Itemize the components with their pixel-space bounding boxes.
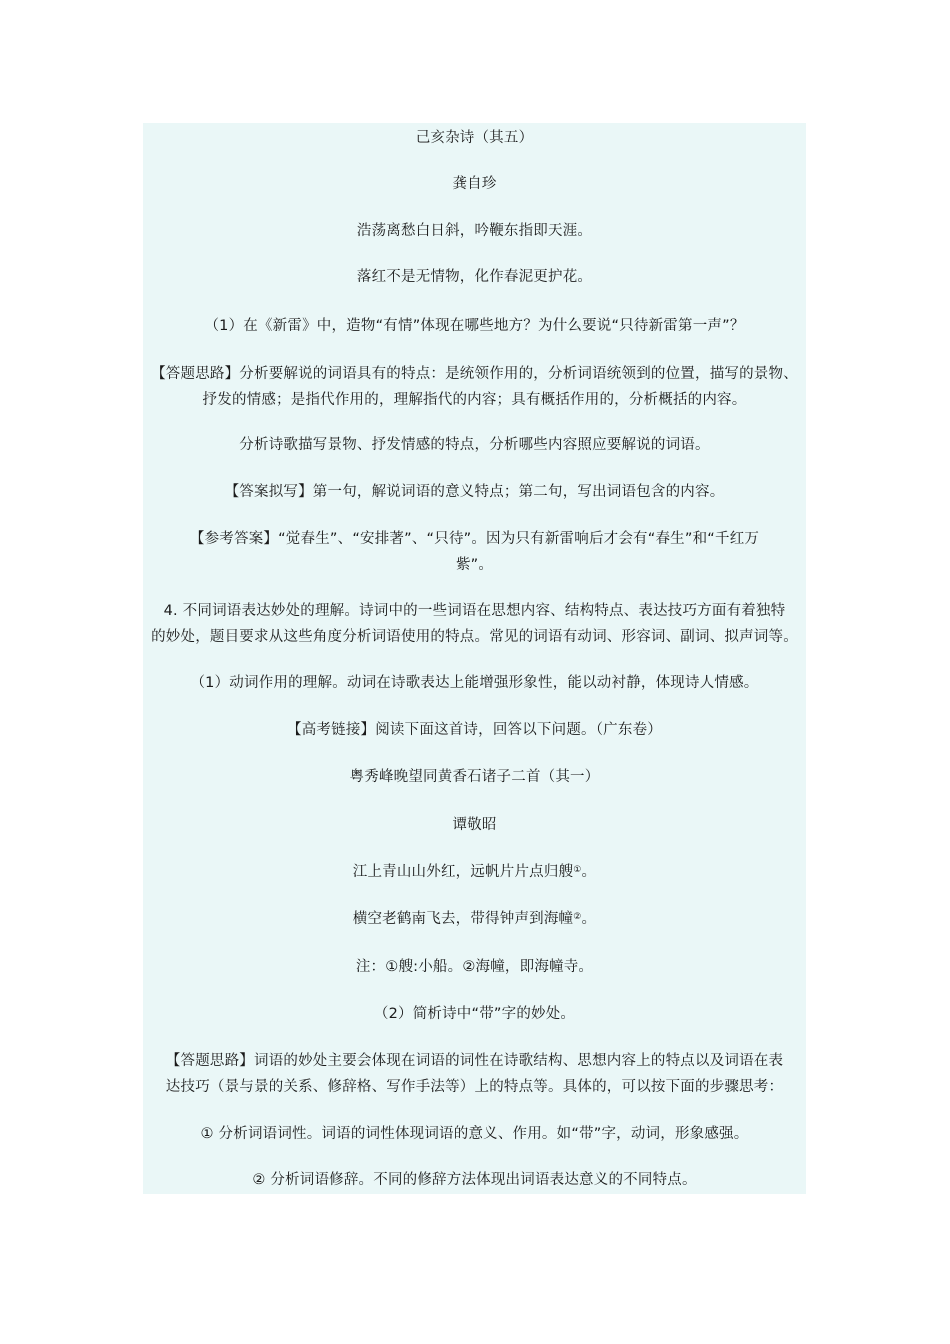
exam-link-line: 【高考链接】阅读下面这首诗，回答以下问题。（广东卷） <box>287 722 662 738</box>
idea-paragraph-1-row2: 抒发的情感；是指代作用的，理解指代的内容；具有概括作用的，分析概括的内容。 <box>202 392 747 408</box>
poem1-line2: 落红不是无情物，化作春泥更护花。 <box>356 269 593 285</box>
poem2-line1-text: 江上青山山外红，远帆片片点归艘 <box>352 864 574 880</box>
poem2-line2-text: 横空老鹤南飞去，带得钟声到海幢 <box>352 911 574 927</box>
section-4-row1: 4. 不同词语表达妙处的理解。诗词中的一些词语在思想内容、结构特点、表达技巧方面有着独特 <box>163 603 786 619</box>
question-1: （1）在《新雷》中，造物“有情”体现在哪些地方？为什么要说“只待新雷第一声”？ <box>204 318 745 334</box>
poem2-line1-end: 。 <box>581 864 597 880</box>
idea-paragraph-2-row1: 【答题思路】词语的妙处主要会体现在词语的词性在诗歌结构、思想内容上的特点以及词语在表 <box>165 1053 784 1069</box>
poem2-author: 谭敬昭 <box>452 817 497 833</box>
reference-answer-row2: 紫”。 <box>455 557 494 573</box>
poem2-line1 <box>143 859 806 885</box>
poem2-notes: 注：①艘:小船。②海幢，即海幢寺。 <box>355 959 594 975</box>
footnote-marker-2: ② <box>573 912 582 922</box>
verb-understanding-line: （1）动词作用的理解。动词在诗歌表达上能增强形象性，能以动衬静，体现诗人情感。 <box>190 675 759 691</box>
reference-answer-paragraph <box>143 526 806 578</box>
idea-paragraph-2-row2: 达技巧（景与景的关系、修辞格、写作手法等）上的特点等。具体的，可以按下面的步骤思考： <box>165 1079 784 1095</box>
question-2: （2）简析诗中“带”字的妙处。 <box>373 1006 576 1022</box>
content-panel <box>143 123 806 1194</box>
poem1-title: 己亥杂诗（其五） <box>415 130 534 146</box>
poem2-line2 <box>143 906 806 932</box>
step-2-line: ② 分析词语修辞。不同的修辞方法体现出词语表达意义的不同特点。 <box>252 1172 697 1188</box>
section-4-paragraph <box>143 598 806 650</box>
poem2-line2-end: 。 <box>581 911 597 927</box>
answer-draft-line: 【答案拟写】第一句，解说词语的意义特点；第二句，写出词语包含的内容。 <box>224 484 725 500</box>
poem1-line1: 浩荡离愁白日斜，吟鞭东指即天涯。 <box>356 223 593 239</box>
poem2-title: 粤秀峰晚望同黄香石诸子二首（其一） <box>349 769 600 785</box>
idea-paragraph-1-row1: 【答题思路】分析要解说的词语具有的特点：是统领作用的，分析词语统领到的位置，描写的景物、 <box>151 366 798 382</box>
idea-paragraph-2 <box>143 1048 806 1100</box>
footnote-marker-1: ① <box>573 865 582 875</box>
reference-answer-row1: 【参考答案】“觉春生”、“安排著”、“只待”。因为只有新雷响后才会有“春生”和“千红万 <box>189 531 760 547</box>
section-4-row2: 的妙处，题目要求从这些角度分析词语使用的特点。常见的词语有动词、形容词、副词、拟声词等。 <box>151 629 798 645</box>
step-1-line: ① 分析词语词性。词语的词性体现词语的意义、作用。如“带”字，动词，形象感强。 <box>200 1126 749 1142</box>
poem1-author: 龚自珍 <box>452 176 497 192</box>
analysis-line: 分析诗歌描写景物、抒发情感的特点，分析哪些内容照应要解说的词语。 <box>239 437 710 453</box>
idea-paragraph-1 <box>143 361 806 413</box>
